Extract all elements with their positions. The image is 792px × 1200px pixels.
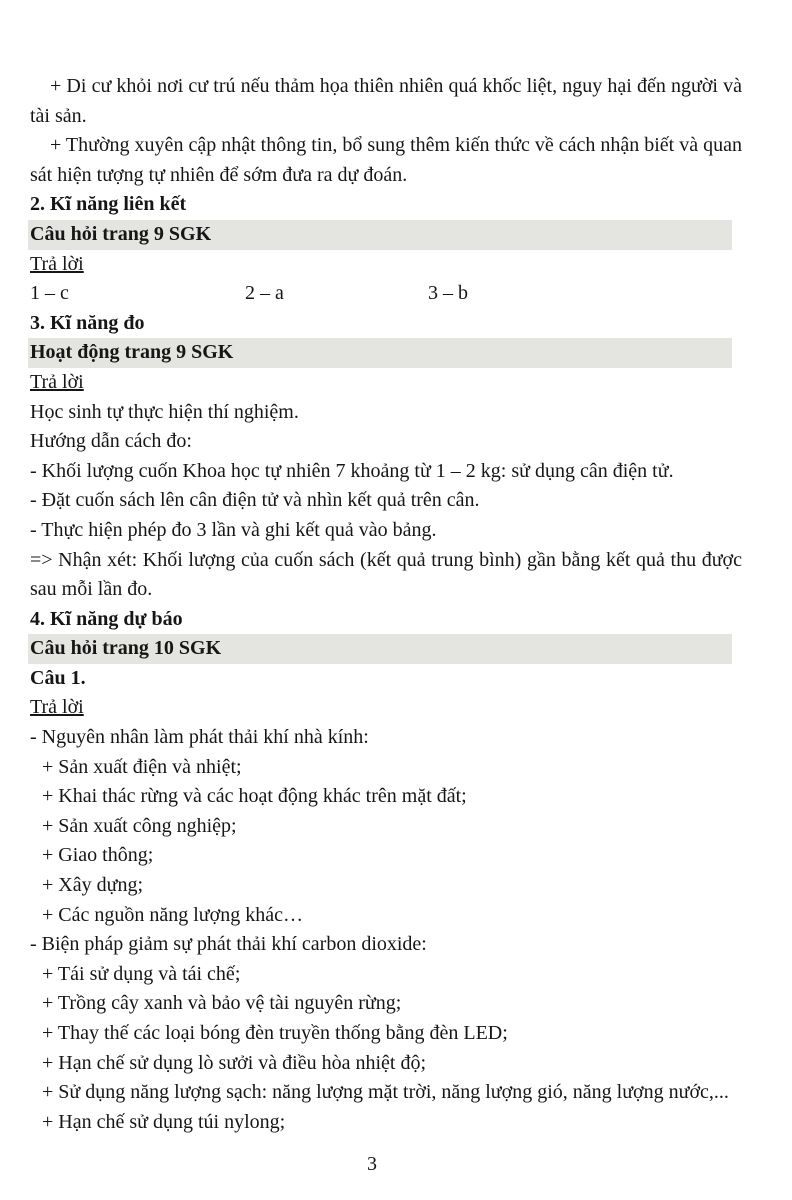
document-content <box>30 72 742 1137</box>
answer-item: 3 – b <box>428 282 468 305</box>
page-number: 3 <box>367 1153 377 1175</box>
highlight-heading-cau-hoi-9: Câu hỏi trang 9 SGK <box>28 220 732 250</box>
list-item: + Khai thác rừng và các hoạt động khác trên mặt đất; <box>42 785 467 808</box>
section-heading-2: 2. Kĩ năng liên kết <box>30 193 187 216</box>
list-item: + Xây dựng; <box>42 874 143 897</box>
question-heading: Câu 1. <box>30 666 86 689</box>
highlight-heading-cau-hoi-10: Câu hỏi trang 10 SGK <box>28 634 732 664</box>
list-item: + Hạn chế sử dụng lò sưởi và điều hòa nhiệt độ; <box>42 1051 427 1074</box>
section-heading-4: 4. Kĩ năng dự báo <box>30 607 183 630</box>
list-item: + Trồng cây xanh và bảo vệ tài nguyên rừng; <box>42 992 402 1015</box>
body-line: Học sinh tự thực hiện thí nghiệm. <box>30 400 299 423</box>
body-line: Hướng dẫn cách đo: <box>30 430 192 453</box>
paragraph-migration: + Di cư khỏi nơi cư trú nếu thảm họa thiên nhiên quá khốc liệt, nguy hại đến người và tài sản. <box>30 75 742 127</box>
list-item: + Hạn chế sử dụng túi nylong; <box>42 1110 286 1133</box>
highlight-heading-hoat-dong-9: Hoạt động trang 9 SGK <box>28 338 732 368</box>
body-line: - Thực hiện phép đo 3 lần và ghi kết quả vào bảng. <box>30 518 437 541</box>
list-item: + Giao thông; <box>42 844 154 867</box>
answer-item: 2 – a <box>245 282 284 305</box>
answer-item: 1 – c <box>30 282 69 305</box>
answer-label: Trả lời <box>30 252 84 275</box>
body-line: - Khối lượng cuốn Khoa học tự nhiên 7 khoảng từ 1 – 2 kg: sử dụng cân điện tử. <box>30 459 674 482</box>
list-item: + Các nguồn năng lượng khác… <box>42 903 303 926</box>
answer-label: Trả lời <box>30 370 84 393</box>
list-item: + Thay thế các loại bóng đèn truyền thống bằng đèn LED; <box>42 1022 508 1044</box>
conclusion-paragraph: => Nhận xét: Khối lượng của cuốn sách (kết quả trung bình) gần bằng kết quả thu được sau mỗi lần đo. <box>30 548 742 601</box>
list-item: + Sử dụng năng lượng sạch: năng lượng mặt trời, năng lượng gió, năng lượng nước,... <box>42 1081 729 1104</box>
body-line: - Đặt cuốn sách lên cân điện tử và nhìn kết quả trên cân. <box>30 489 480 512</box>
list-item: + Tái sử dụng và tái chế; <box>42 962 241 985</box>
body-line: - Nguyên nhân làm phát thải khí nhà kính: <box>30 726 369 749</box>
answer-label: Trả lời <box>30 696 84 719</box>
body-line: - Biện pháp giảm sự phát thải khí carbon dioxide: <box>30 933 427 956</box>
paragraph-update-info: + Thường xuyên cập nhật thông tin, bổ sung thêm kiến thức về cách nhận biết và quan sát hiện tượng tự nhiên để sớm đưa ra dự đoán. <box>30 134 742 186</box>
list-item: + Sản xuất công nghiệp; <box>42 814 237 837</box>
section-heading-3: 3. Kĩ năng đo <box>30 311 145 334</box>
matching-answers <box>30 279 742 309</box>
list-item: + Sản xuất điện và nhiệt; <box>42 755 242 778</box>
